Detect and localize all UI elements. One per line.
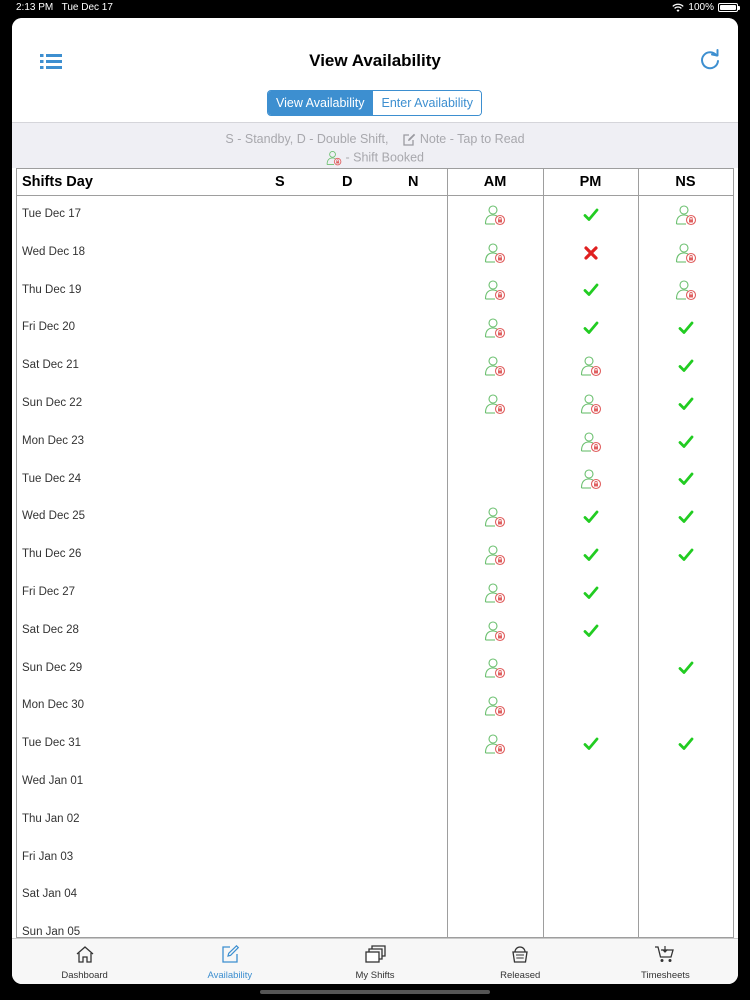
cell-ns[interactable]	[638, 725, 733, 763]
cell-am[interactable]	[447, 839, 543, 877]
check-icon	[583, 207, 599, 223]
row-day-label: Fri Jan 03	[22, 850, 74, 863]
table-row[interactable]	[17, 725, 733, 763]
shift-booked-icon	[484, 355, 506, 377]
cell-pm[interactable]	[543, 801, 638, 839]
cell-am[interactable]	[447, 763, 543, 801]
cell-ns[interactable]	[638, 914, 733, 938]
shift-booked-icon	[484, 582, 506, 604]
cell-am[interactable]	[447, 725, 543, 763]
edit-icon	[220, 945, 240, 968]
cell-pm[interactable]	[543, 687, 638, 725]
stack-icon	[364, 945, 386, 968]
table-row[interactable]	[17, 309, 733, 347]
table-row[interactable]	[17, 876, 733, 914]
shift-booked-icon	[580, 468, 602, 490]
status-right	[672, 2, 738, 13]
shift-booked-icon	[484, 733, 506, 755]
table-row[interactable]	[17, 763, 733, 801]
availability-table	[16, 168, 734, 938]
cell-ns[interactable]	[638, 536, 733, 574]
table-row[interactable]	[17, 423, 733, 461]
tab-label: Released	[500, 970, 541, 981]
check-icon	[583, 585, 599, 601]
cell-am[interactable]	[447, 914, 543, 938]
tab-label: Dashboard	[61, 970, 108, 981]
shift-booked-icon	[484, 204, 506, 226]
check-icon	[678, 434, 694, 450]
cell-pm[interactable]	[543, 234, 638, 272]
cell-am[interactable]	[447, 461, 543, 499]
tab-dashboard[interactable]	[12, 939, 157, 984]
table-header	[17, 169, 733, 196]
cell-pm[interactable]	[543, 650, 638, 688]
battery-icon	[718, 3, 738, 12]
check-icon	[678, 660, 694, 676]
shift-booked-icon	[484, 657, 506, 679]
header-pm: PM	[579, 174, 602, 190]
shift-booked-icon	[675, 279, 697, 301]
cell-ns[interactable]	[638, 347, 733, 385]
shift-booked-icon	[580, 393, 602, 415]
table-row[interactable]	[17, 347, 733, 385]
check-icon	[678, 509, 694, 525]
table-row[interactable]	[17, 914, 733, 938]
cell-pm[interactable]	[543, 914, 638, 938]
check-icon	[678, 736, 694, 752]
basket-icon	[510, 945, 530, 968]
cell-ns[interactable]	[638, 309, 733, 347]
row-day-label: Sun Jan 05	[22, 926, 81, 938]
cell-am[interactable]	[447, 650, 543, 688]
wifi-icon	[672, 3, 684, 13]
legend-note-text: Note - Tap to Read	[419, 132, 525, 146]
table-row[interactable]	[17, 461, 733, 499]
nav-bar	[12, 18, 738, 122]
cell-am[interactable]	[447, 309, 543, 347]
legend-standby-text: S - Standby, D - Double Shift,	[225, 132, 389, 146]
row-day-label: Sat Jan 04	[22, 888, 77, 901]
cell-pm[interactable]	[543, 309, 638, 347]
header-am: AM	[483, 174, 507, 190]
check-icon	[678, 358, 694, 374]
table-row[interactable]	[17, 272, 733, 310]
check-icon	[583, 547, 599, 563]
check-icon	[678, 471, 694, 487]
segment-view-availability[interactable]: View Availability	[268, 91, 372, 115]
table-row[interactable]	[17, 574, 733, 612]
row-day-label: Wed Dec 18	[22, 245, 86, 258]
check-icon	[678, 547, 694, 563]
table-body	[17, 196, 733, 938]
shift-booked-icon	[326, 150, 342, 166]
cell-am[interactable]	[447, 272, 543, 310]
tab-timesheets[interactable]	[593, 939, 738, 984]
home-indicator	[260, 990, 490, 994]
legend-bar	[12, 122, 738, 168]
shift-booked-icon	[484, 506, 506, 528]
shift-booked-icon	[675, 242, 697, 264]
header-shifts-day: Shifts Day	[22, 174, 93, 190]
tab-label: Availability	[207, 970, 253, 981]
table-row[interactable]	[17, 687, 733, 725]
cell-am[interactable]	[447, 574, 543, 612]
cell-ns[interactable]	[638, 461, 733, 499]
cell-ns[interactable]	[638, 272, 733, 310]
tab-bar	[12, 938, 738, 984]
cell-am[interactable]	[447, 385, 543, 423]
row-day-label: Sat Dec 21	[22, 359, 79, 372]
home-icon	[75, 945, 95, 968]
row-day-label: Tue Dec 17	[22, 208, 82, 220]
cart-icon	[654, 945, 676, 968]
row-day-label: Fri Dec 20	[22, 321, 76, 334]
row-day-label: Fri Dec 27	[22, 585, 76, 598]
cell-ns[interactable]	[638, 574, 733, 612]
tab-availability[interactable]	[157, 939, 302, 984]
battery-percent: 100%	[688, 2, 714, 13]
cell-pm[interactable]	[543, 385, 638, 423]
tab-released[interactable]	[448, 939, 593, 984]
cell-ns[interactable]	[638, 234, 733, 272]
cell-am[interactable]	[447, 876, 543, 914]
row-day-label: Sat Dec 28	[22, 623, 79, 636]
header-s: S	[275, 174, 285, 190]
status-bar	[0, 0, 750, 16]
cell-pm[interactable]	[543, 423, 638, 461]
table-row[interactable]	[17, 498, 733, 536]
header-n: N	[408, 174, 419, 190]
cell-am[interactable]	[447, 423, 543, 461]
check-icon	[583, 736, 599, 752]
cross-icon	[584, 246, 598, 260]
row-day-label: Thu Jan 02	[22, 812, 80, 825]
cell-pm[interactable]	[543, 763, 638, 801]
cell-ns[interactable]	[638, 801, 733, 839]
cell-pm[interactable]	[543, 612, 638, 650]
cell-am[interactable]	[447, 687, 543, 725]
cell-pm[interactable]	[543, 196, 638, 234]
row-day-label: Tue Dec 31	[22, 737, 82, 750]
legend-booked-text: - Shift Booked	[345, 150, 424, 165]
shift-booked-icon	[484, 279, 506, 301]
cell-am[interactable]	[447, 196, 543, 234]
shift-booked-icon	[580, 431, 602, 453]
check-icon	[583, 320, 599, 336]
table-row[interactable]	[17, 234, 733, 272]
cell-ns[interactable]	[638, 763, 733, 801]
row-day-label: Wed Jan 01	[22, 774, 84, 787]
check-icon	[583, 623, 599, 639]
tab-label: My Shifts	[355, 970, 395, 981]
tab-my-shifts[interactable]	[302, 939, 447, 984]
cell-ns[interactable]	[638, 423, 733, 461]
cell-am[interactable]	[447, 498, 543, 536]
cell-ns[interactable]	[638, 650, 733, 688]
row-day-label: Sun Dec 29	[22, 661, 83, 674]
cell-pm[interactable]	[543, 839, 638, 877]
row-day-label: Mon Dec 23	[22, 434, 85, 447]
cell-ns[interactable]	[638, 876, 733, 914]
cell-pm[interactable]	[543, 574, 638, 612]
legend-line-1	[12, 132, 738, 146]
cell-am[interactable]	[447, 234, 543, 272]
cell-am[interactable]	[447, 801, 543, 839]
cell-pm[interactable]	[543, 876, 638, 914]
cell-pm[interactable]	[543, 347, 638, 385]
shift-booked-icon	[484, 393, 506, 415]
row-day-label: Wed Dec 25	[22, 510, 86, 523]
legend-line-2	[12, 150, 738, 166]
cell-pm[interactable]	[543, 461, 638, 499]
row-day-label: Tue Dec 24	[22, 472, 82, 485]
cell-ns[interactable]	[638, 498, 733, 536]
check-icon	[583, 282, 599, 298]
table-row[interactable]	[17, 801, 733, 839]
check-icon	[678, 320, 694, 336]
cell-pm[interactable]	[543, 536, 638, 574]
cell-ns[interactable]	[638, 839, 733, 877]
shift-booked-icon	[580, 355, 602, 377]
table-row[interactable]	[17, 536, 733, 574]
table-row[interactable]	[17, 612, 733, 650]
header-ns: NS	[675, 174, 696, 190]
view-enter-segmented-control	[267, 90, 482, 116]
check-icon	[678, 396, 694, 412]
note-icon	[402, 133, 416, 146]
cell-pm[interactable]	[543, 725, 638, 763]
page-title: View Availability	[309, 51, 441, 70]
cell-ns[interactable]	[638, 612, 733, 650]
cell-ns[interactable]	[638, 385, 733, 423]
table-row[interactable]	[17, 839, 733, 877]
check-icon	[583, 509, 599, 525]
shift-booked-icon	[484, 544, 506, 566]
table-row[interactable]	[17, 650, 733, 688]
row-day-label: Thu Dec 26	[22, 548, 82, 561]
segment-enter-availability[interactable]: Enter Availability	[372, 91, 481, 115]
header-d: D	[342, 174, 353, 190]
shift-booked-icon	[484, 242, 506, 264]
cell-am[interactable]	[447, 612, 543, 650]
cell-ns[interactable]	[638, 687, 733, 725]
status-time: 2:13 PM Tue Dec 17	[16, 2, 113, 13]
table-row[interactable]	[17, 385, 733, 423]
shift-booked-icon	[484, 620, 506, 642]
table-row[interactable]	[17, 196, 733, 234]
cell-pm[interactable]	[543, 272, 638, 310]
refresh-icon[interactable]	[698, 48, 722, 72]
row-day-label: Sun Dec 22	[22, 396, 83, 409]
shift-booked-icon	[675, 204, 697, 226]
cell-am[interactable]	[447, 347, 543, 385]
shift-booked-icon	[484, 317, 506, 339]
tab-label: Timesheets	[641, 970, 690, 981]
cell-ns[interactable]	[638, 196, 733, 234]
row-day-label: Thu Dec 19	[22, 283, 82, 296]
shift-booked-icon	[484, 695, 506, 717]
cell-am[interactable]	[447, 536, 543, 574]
row-day-label: Mon Dec 30	[22, 699, 85, 712]
cell-pm[interactable]	[543, 498, 638, 536]
app-sheet	[12, 18, 738, 984]
